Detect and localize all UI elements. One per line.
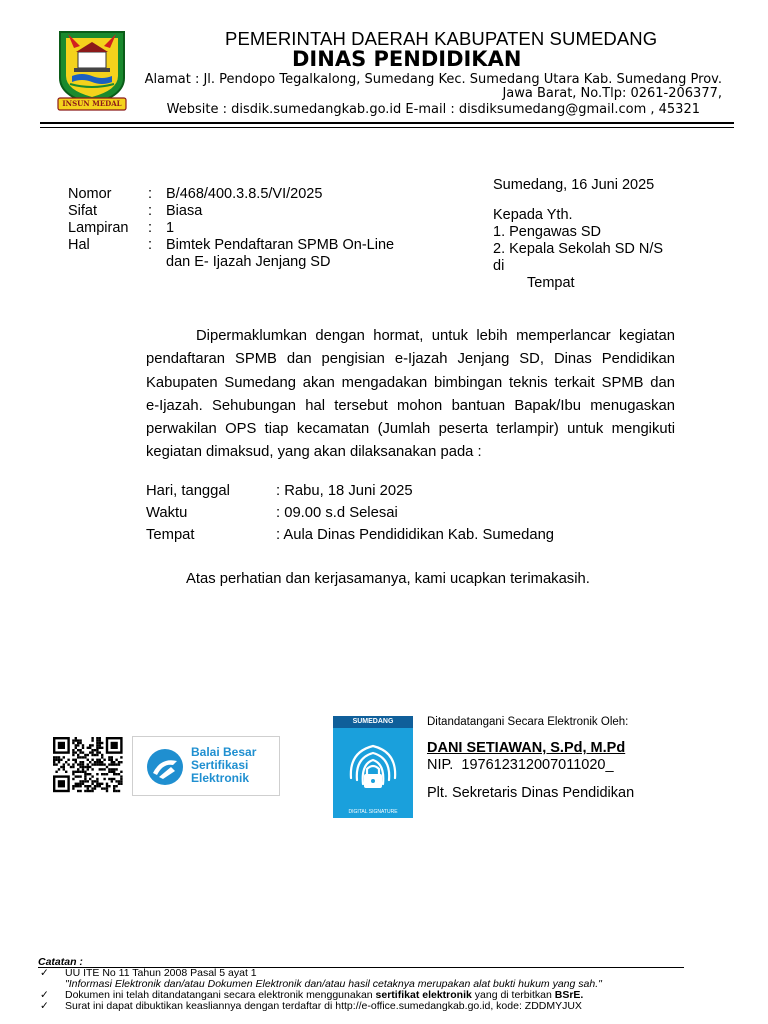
signature-caption: Ditandatangani Secara Elektronik Oleh: [427, 716, 629, 728]
note-esign: Dokumen ini telah ditandatangani secara elektronik menggunakan sertifikat elektronik yang di terbitkan BSrE. [65, 989, 584, 1001]
check-icon: ✓ [40, 1000, 49, 1012]
closing-sentence: Atas perhatian dan kerjasamanya, kami ucapkan terimakasih. [186, 571, 590, 587]
recipient-2: 2. Kepala Sekolah SD N/S [493, 241, 664, 257]
signer-position: Plt. Sekretaris Dinas Pendidikan [427, 785, 635, 801]
schedule: Hari, tanggal : Rabu, 18 Juni 2025 Waktu : 09.00 s.d Selesai Tempat : Aula Dinas Pendididikan Kab. Sumedang [146, 483, 555, 543]
body-line-6: kegiatan dimaksud, yang akan dilaksanakan pada : [146, 444, 482, 461]
badge-region: SUMEDANG [333, 716, 413, 728]
letterhead-address: Alamat : Jl. Pendopo Tegalkalong, Sumedang Kec. Sumedang Utara Kab. Sumedang Prov. [144, 72, 722, 87]
recipient-place: Tempat [527, 275, 575, 291]
footer-title: Catatan : [38, 956, 83, 968]
regency-logo [54, 26, 130, 114]
check-icon: ✓ [40, 967, 49, 979]
bsre-line-2: Sertifikasi [191, 758, 249, 772]
signer-nip: NIP. 197612312007011020_ [427, 757, 614, 773]
bsre-line-1: Balai Besar [191, 745, 257, 759]
footer-notes [40, 967, 720, 1023]
badge-caption: DIGITAL SIGNATURE [348, 809, 398, 815]
recipient-block [493, 207, 663, 292]
letter-meta: Nomor : B/468/400.3.8.5/VI/2025 Sifat : Biasa Lampiran : 1 Hal : Bimtek Pendaftaran SPMB On-Line dan E- Ijazah Jenjang SD [68, 186, 395, 270]
note-law-quote: "Informasi Elektronik dan/atau Dokumen Elektronik dan/atau hasil cetaknya merupakan alat bukti hukum yang sah." [65, 978, 602, 990]
check-icon: ✓ [40, 989, 49, 1001]
fingerprint-lock-icon [333, 728, 413, 806]
logo-ribbon-text: INSUN MEDAL [62, 99, 122, 108]
signer-name: DANI SETIAWAN, S.Pd, M.Pd [427, 740, 626, 756]
body-line-4: e-Ijazah. Sehubungan hal tersebut mohon bantuan Bapak/Ibu menugaskan [146, 397, 675, 414]
qr-code [52, 736, 124, 794]
body-line-2: pendaftaran SPMB dan pengisian e-Ijazah Jenjang SD, Dinas Pendidikan [146, 351, 675, 368]
letterhead-phone: Jawa Barat, No.Tlp: 0261-206377, [502, 86, 722, 101]
letterhead-rule-thick [40, 122, 734, 124]
bsre-logo [132, 736, 280, 796]
letterhead-website: Website : disdik.sumedangkab.go.id E-mail : disdiksumedang@gmail.com , 45321 [166, 102, 700, 117]
body-line-5: perwakilan OPS tiap kecamatan (Jumlah peserta terlampir) untuk mengikuti [146, 421, 675, 438]
letterhead-government: PEMERINTAH DAERAH KABUPATEN SUMEDANG [225, 28, 658, 49]
recipient-salutation: Kepada Yth. [493, 207, 573, 223]
letterhead-agency: DINAS PENDIDIKAN [292, 47, 522, 71]
note-law: UU ITE No 11 Tahun 2008 Pasal 5 ayat 1 [65, 967, 257, 979]
body-line-1: Dipermaklumkan dengan hormat, untuk lebih memperlancar kegiatan [196, 328, 675, 344]
recipient-di: di [493, 258, 505, 274]
bsre-emblem-icon [145, 747, 185, 787]
letter-body [146, 325, 675, 465]
recipient-1: 1. Pengawas SD [493, 224, 602, 240]
body-line-3: Kabupaten Sumedang akan mengadakan bimbingan teknis terkait SPMB dan [146, 374, 675, 391]
note-verify: Surat ini dapat dibuktikan keasliannya dengan terdaftar di http://e-office.sumedangkab.go.id, kode: ZDDMYJUX [65, 1000, 582, 1012]
letter-date: Sumedang, 16 Juni 2025 [493, 177, 655, 193]
bsre-line-3: Elektronik [191, 771, 250, 785]
digital-signature-badge [333, 716, 413, 818]
letterhead-rule-thin [40, 127, 734, 128]
